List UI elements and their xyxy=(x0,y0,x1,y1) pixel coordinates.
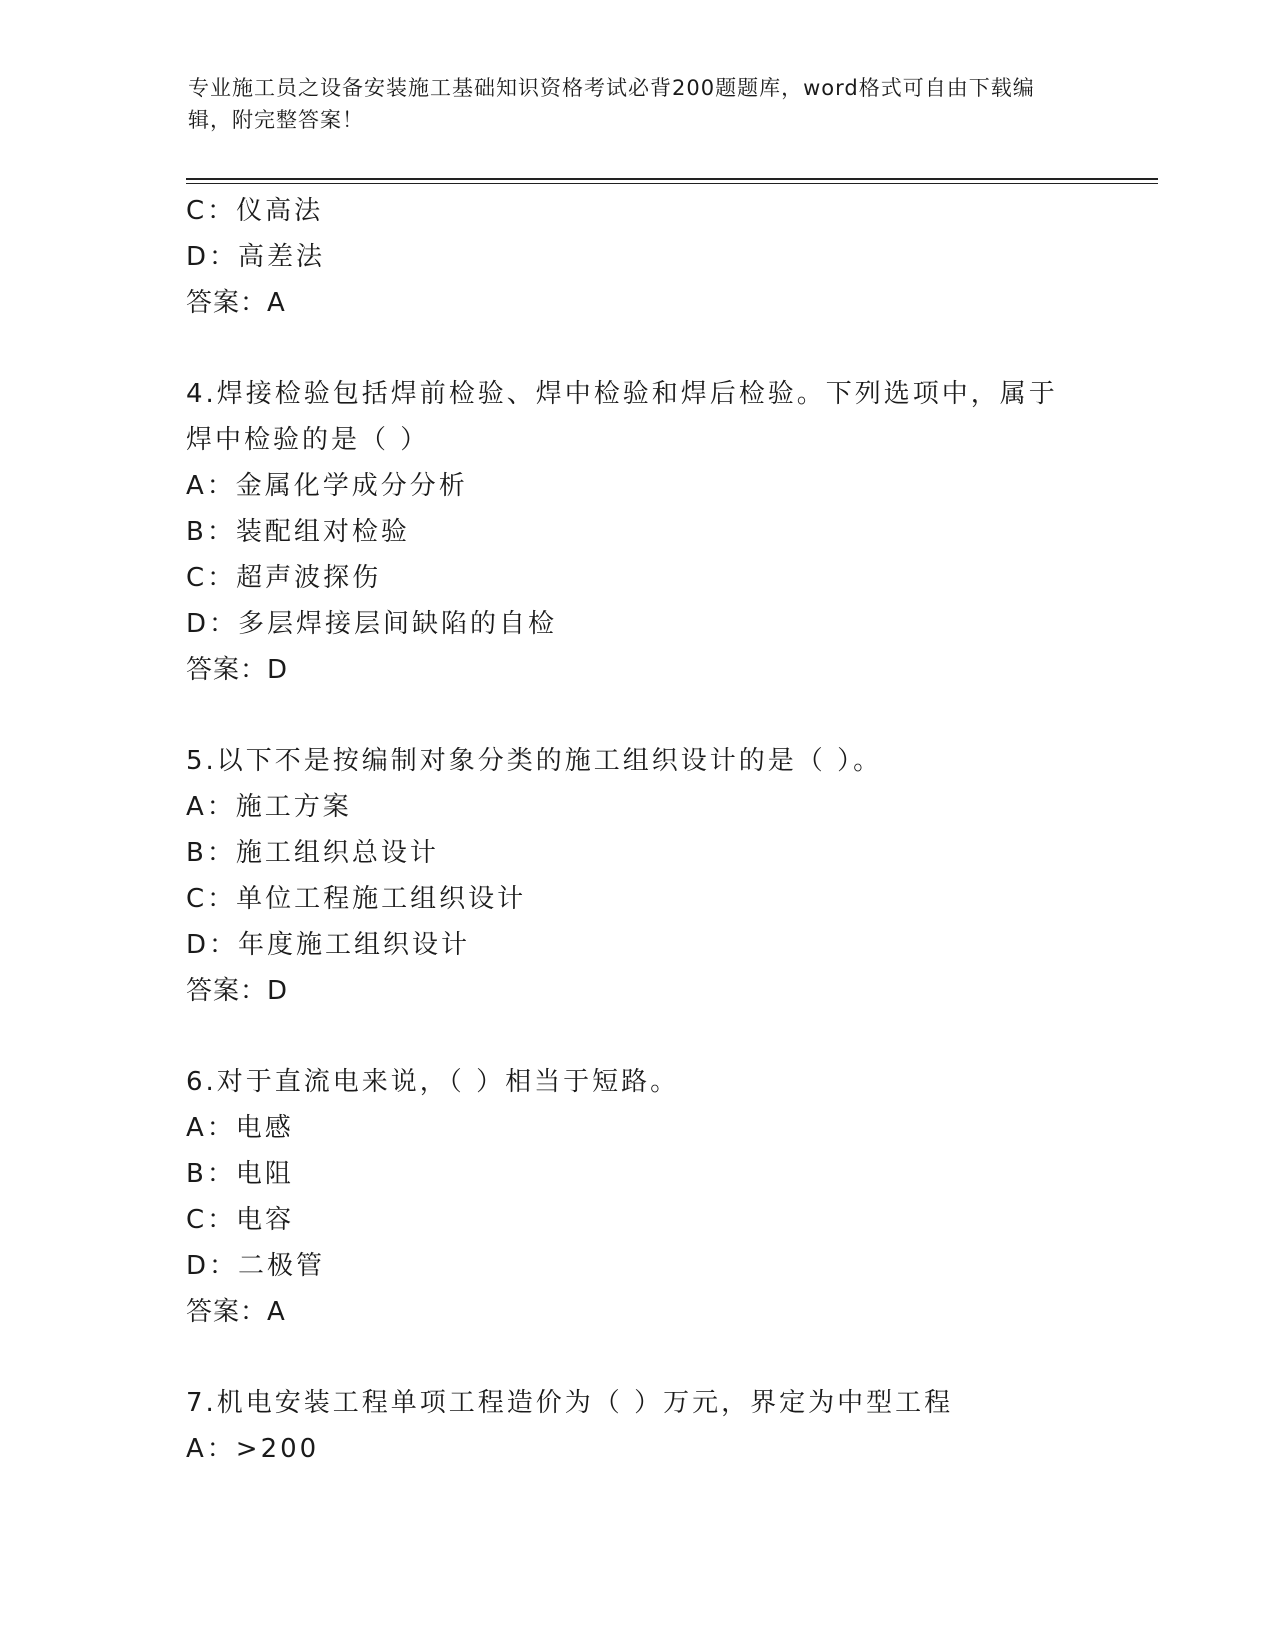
option-b: B：装配组对检验 xyxy=(186,517,410,547)
option-a: A：电感 xyxy=(186,1113,294,1143)
question-stem-continued: 焊中检验的是（ ） xyxy=(186,425,430,455)
option-b: B：电阻 xyxy=(186,1159,294,1189)
answer-line: 答案：A xyxy=(186,288,286,318)
option-c: C：单位工程施工组织设计 xyxy=(186,884,527,914)
question-5 xyxy=(186,738,1146,1014)
answer-line: 答案：D xyxy=(186,976,289,1006)
option-a: A：>200 xyxy=(186,1434,320,1464)
option-c: C：电容 xyxy=(186,1205,295,1235)
document-header-title: 专业施工员之设备安装施工基础知识资格考试必背200题题库，word格式可自由下载编辑，附完整答案！ xyxy=(188,76,1035,132)
header-divider-thin xyxy=(186,183,1158,184)
option-d: D：多层焊接层间缺陷的自检 xyxy=(186,609,558,639)
option-c: C：超声波探伤 xyxy=(186,563,382,593)
answer-line: 答案：A xyxy=(186,1297,286,1327)
option-a: A：金属化学成分分析 xyxy=(186,471,468,501)
header-divider-thick xyxy=(186,178,1158,180)
question-fragment xyxy=(186,188,1146,326)
option-b: B：施工组织总设计 xyxy=(186,838,439,868)
spacer xyxy=(186,326,1146,371)
option-d: D：年度施工组织设计 xyxy=(186,930,471,960)
spacer xyxy=(186,1014,1146,1059)
question-7 xyxy=(186,1380,1146,1472)
option-c: C：仪高法 xyxy=(186,196,324,226)
question-stem: 4.焊接检验包括焊前检验、焊中检验和焊后检验。下列选项中，属于 xyxy=(186,379,1058,409)
question-list xyxy=(186,188,1146,1472)
question-4 xyxy=(186,371,1146,693)
spacer xyxy=(186,693,1146,738)
option-d: D：高差法 xyxy=(186,242,326,272)
option-d: D：二极管 xyxy=(186,1251,326,1281)
question-stem: 6.对于直流电来说，（ ）相当于短路。 xyxy=(186,1067,680,1097)
question-6 xyxy=(186,1059,1146,1335)
option-a: A：施工方案 xyxy=(186,792,352,822)
answer-line: 答案：D xyxy=(186,655,289,685)
spacer xyxy=(186,1335,1146,1380)
question-stem: 5.以下不是按编制对象分类的施工组织设计的是（ ）。 xyxy=(186,746,883,776)
question-stem: 7.机电安装工程单项工程造价为（ ）万元，界定为中型工程 xyxy=(186,1388,954,1418)
